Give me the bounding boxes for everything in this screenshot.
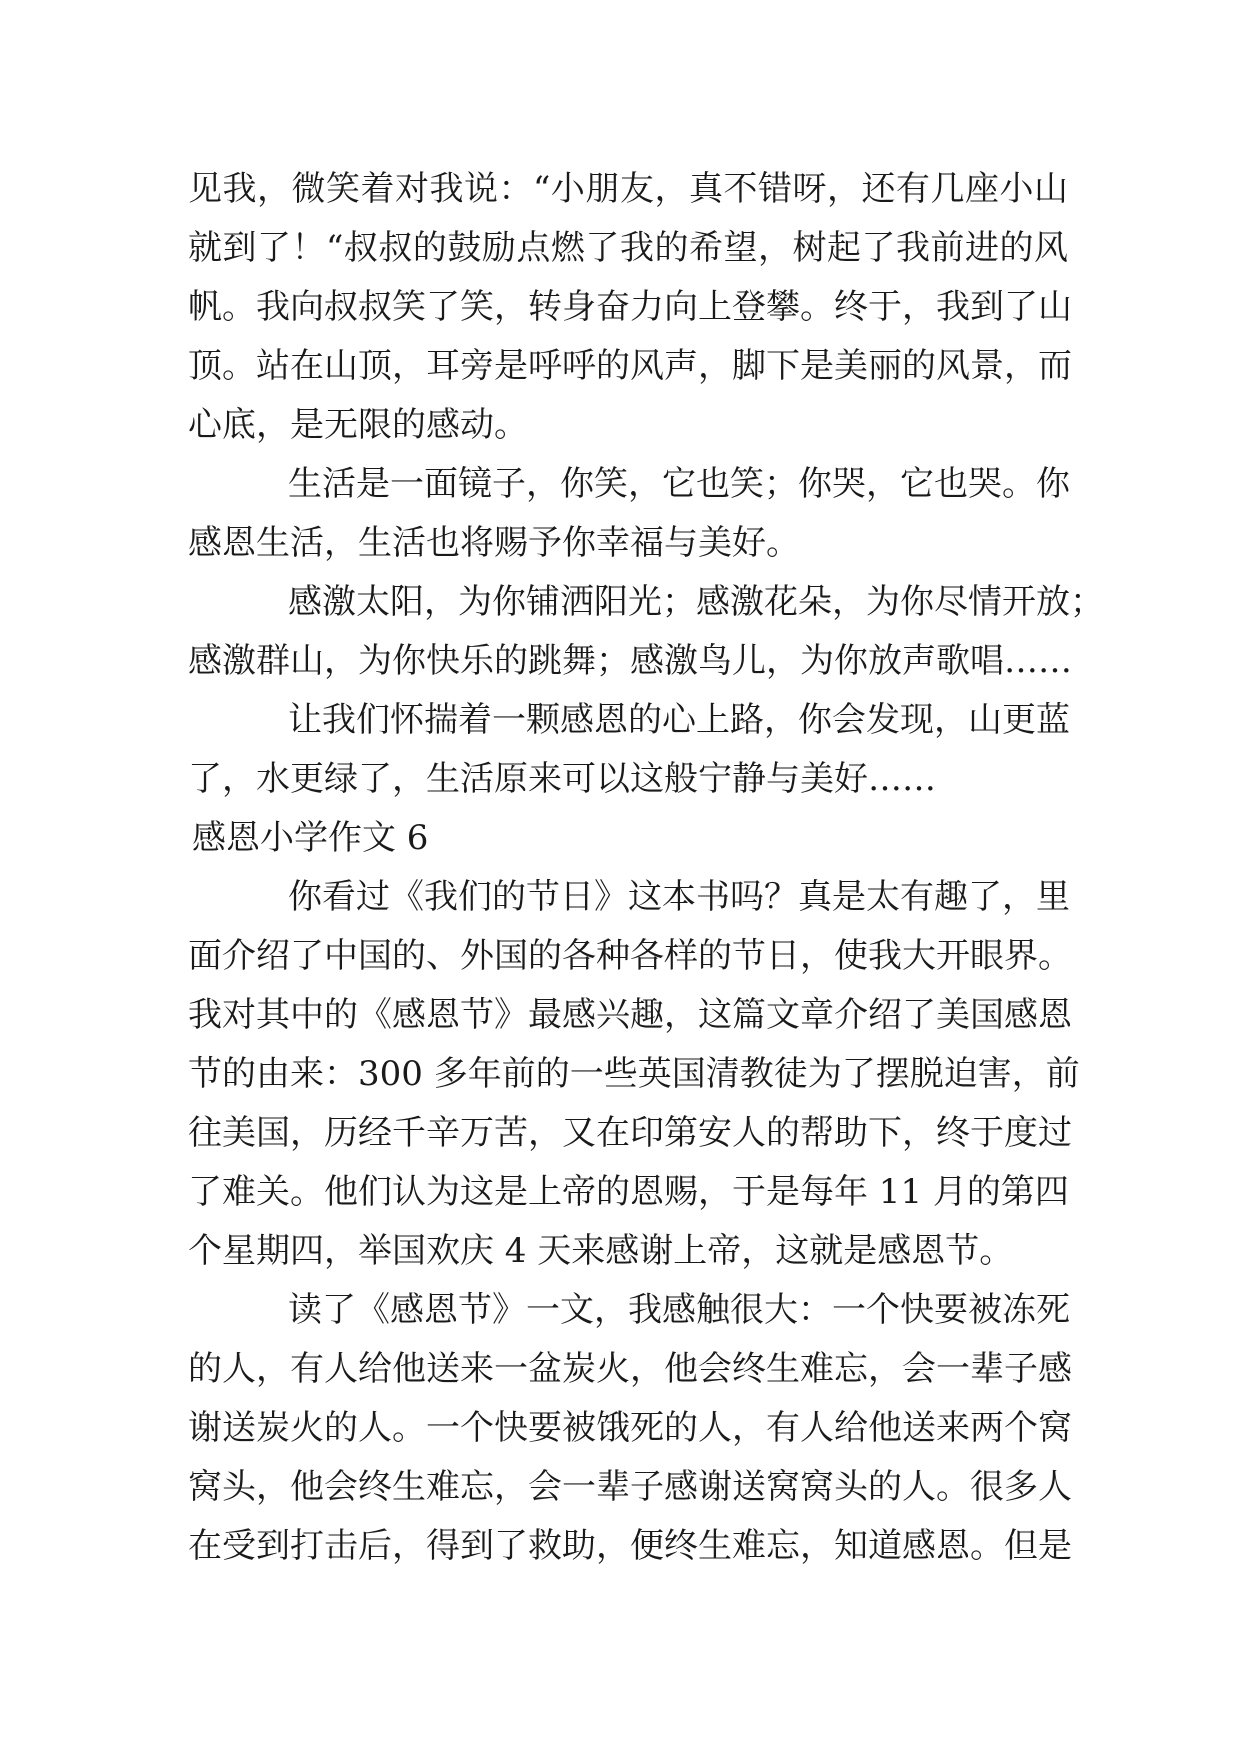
text-line: 个星期四，举国欢庆 4 天来感谢上帝，这就是感恩节。 — [188, 1231, 1014, 1271]
text-line: 感恩生活，生活也将赐予你幸福与美好。 — [188, 523, 800, 563]
paragraph-first-line: 生活是一面镜子，你笑，它也笑；你哭，它也哭。你 — [288, 464, 1070, 504]
text-line: 心底，是无限的感动。 — [188, 405, 528, 445]
text-line: 窝头，他会终生难忘，会一辈子感谢送窝窝头的人。很多人 — [188, 1467, 1072, 1507]
text-line: 帆。我向叔叔笑了笑，转身奋力向上登攀。终于，我到了山 — [188, 287, 1072, 327]
text-line: 的人，有人给他送来一盆炭火，他会终生难忘，会一辈子感 — [188, 1349, 1072, 1389]
paragraph-first-line: 让我们怀揣着一颗感恩的心上路，你会发现，山更蓝 — [288, 700, 1070, 740]
paragraph-first-line: 你看过《我们的节日》这本书吗？真是太有趣了，里 — [288, 877, 1070, 917]
document-body — [188, 160, 1104, 1576]
text-line: 谢送炭火的人。一个快要被饿死的人，有人给他送来两个窝 — [188, 1408, 1072, 1448]
text-line: 了，水更绿了，生活原来可以这般宁静与美好…… — [188, 759, 936, 799]
paragraph-first-line: 感激太阳，为你铺洒阳光；感激花朵，为你尽情开放； — [288, 582, 1104, 622]
text-line: 节的由来：300 多年前的一些英国清教徒为了摆脱迫害，前 — [188, 1054, 1080, 1094]
text-line: 往美国，历经千辛万苦，又在印第安人的帮助下，终于度过 — [188, 1113, 1072, 1153]
text-line: 了难关。他们认为这是上帝的恩赐，于是每年 11 月的第四 — [188, 1172, 1069, 1212]
text-line: 在受到打击后，得到了救助，便终生难忘，知道感恩。但是 — [188, 1526, 1072, 1566]
text-line: 顶。站在山顶，耳旁是呼呼的风声，脚下是美丽的风景，而 — [188, 346, 1072, 386]
section-heading: 感恩小学作文 6 — [192, 818, 429, 858]
text-line: 见我，微笑着对我说：“小朋友，真不错呀，还有几座小山 — [188, 169, 1068, 209]
text-line: 就到了！“叔叔的鼓励点燃了我的希望，树起了我前进的风 — [188, 228, 1068, 268]
text-line: 我对其中的《感恩节》最感兴趣，这篇文章介绍了美国感恩 — [188, 995, 1072, 1035]
paragraph-first-line: 读了《感恩节》一文，我感触很大：一个快要被冻死 — [288, 1290, 1070, 1330]
text-line: 面介绍了中国的、外国的各种各样的节日，使我大开眼界。 — [188, 936, 1072, 976]
text-line: 感激群山，为你快乐的跳舞；感激鸟儿，为你放声歌唱…… — [188, 641, 1072, 681]
